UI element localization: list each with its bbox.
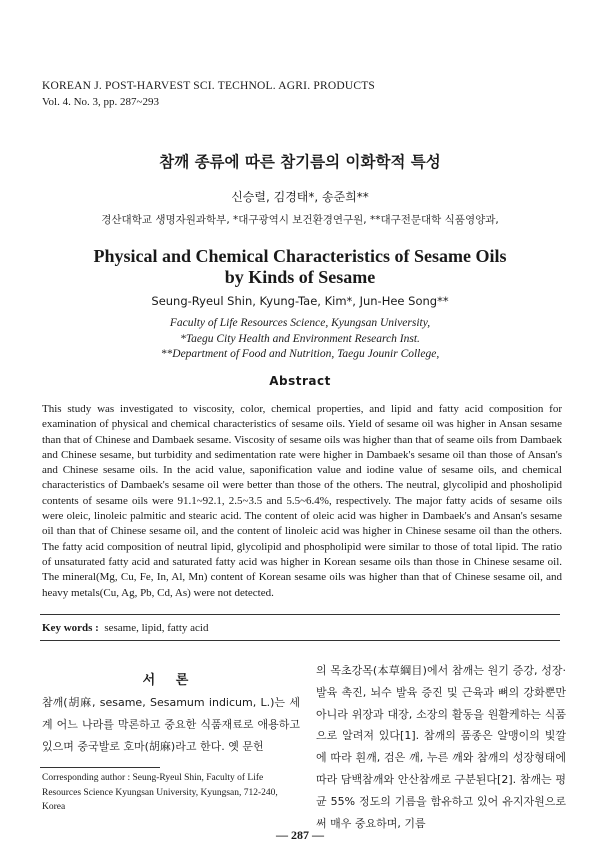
korean-authors: 신승렬, 김경태*, 송준희**	[231, 190, 369, 204]
divider-top	[40, 614, 560, 615]
footnote-rule	[40, 767, 160, 768]
korean-title: 참깨 종류에 따른 참기름의 이화학적 특성	[159, 153, 441, 171]
intro-right-column: 의 목초강목(本草綱目)에서 참깨는 원기 증강, 성장·발육 촉진, 뇌수 발육 증진 및 근육과 뼈의 강화뿐만 아니라 위장과 대장, 소장의 활동을 원활케하는 식품으로 알려져 있다[1]. 참깨의 품종은 알맹이의 빛깔에 따라 흰깨, 검은 깨, 누른 깨와 참깨의 성장형태에 따라 담백참깨와 안산참깨로 구분된다[2]. 참깨는 평균 55% 정도의 기름을 함유하고 있어 유지자원으로써 매우 중요하며, 기름	[316, 664, 566, 830]
english-affiliations	[0, 316, 600, 363]
divider-bottom	[40, 640, 560, 641]
keywords-value: sesame, lipid, fatty acid	[104, 622, 209, 634]
english-title	[0, 246, 600, 288]
section-heading: 서 론	[142, 673, 197, 688]
affiliation-1: Faculty of Life Resources Science, Kyungsan University,	[169, 317, 431, 329]
abstract-heading: Abstract	[269, 374, 331, 388]
page-number: — 287 —	[276, 828, 324, 842]
journal-volume: Vol. 4. No. 3, pp. 287~293	[42, 96, 159, 108]
footnote: Corresponding author : Seung-Ryeul Shin, Faculty of Life Resources Science Kyungsan University, Kyungsan, 712-240, Korea	[42, 773, 278, 812]
journal-name: KOREAN J. POST-HARVEST SCI. TECHNOL. AGRI. PRODUCTS	[42, 80, 376, 92]
english-title-line2: by Kinds of Sesame	[224, 267, 376, 287]
abstract-text: This study was investigated to viscosity, color, chemical properties, and lipid and fatty acid composition for examination of physical and chemical characteristics of sesame oils. Yield of sesame oil was higher in Ansan sesame than that of Chinese and Dambaek sesame. Viscosity of sesame oils was higher than that of seame oils from Dambaek and Chinese sesame, but turbidity and sedimentation rate were higher in Dambaek's sesame oil than those of Ansan's and Chinese sesame oils. In the acid value, saponification value and iodine value of sesame oils, and chemical characteristics of Dambaek's sesame oil were better than those of the others. The neutral, glycolipid and phosholipid contents of sesame oils were 91.1~92.1, 2.5~3.5 and 5.5~6.4%, respectively. The major fatty acids of sesame oils were oleic, linoleic palmitic and stearic acid. The content of oleic acid was higher in Dambaek's and Ansan's sesame oil than that of Chinese sesame oil, and the content of linoleic acid was higher in Chinese sesame oil than the others. The fatty acid composition of neutral lipid, glycolipid and phospholipid were similar to those of total lipid. The ratio of unsaturated fatty acid and saturated fatty acid was higher in Korean sesame oils than those in Chinese sesame oil. The mineral(Mg, Cu, Fe, In, Al, Mn) content of Korean sesame oils was higher than that of Chinese sesame oil, and heavy metals(Cu, Ag, Pb, Cd, As) were not detected.	[42, 403, 562, 599]
english-title-line1: Physical and Chemical Characteristics of Sesame Oils	[93, 246, 507, 266]
affiliation-2: *Taegu City Health and Environment Research Inst.	[180, 332, 420, 345]
korean-affiliations: 경산대학교 생명자원과학부, *대구광역시 보건환경연구원, **대구전문대학 식품영양과,	[101, 214, 499, 226]
affiliation-3: **Department of Food and Nutrition, Taegu Jounir College,	[160, 348, 440, 360]
keywords-label: Key words :	[42, 622, 99, 634]
intro-left-column: 참깨(胡麻, sesame, Sesamum indicum, L.)는 세계 어느 나라를 막론하고 중요한 식품재료로 애용하고 있으며 중국발로 호마(胡麻)라고 한다. 옛 문헌	[42, 696, 300, 753]
english-authors: Seung-Ryeul Shin, Kyung-Tae, Kim*, Jun-Hee Song**	[151, 294, 449, 308]
keywords	[42, 622, 209, 634]
